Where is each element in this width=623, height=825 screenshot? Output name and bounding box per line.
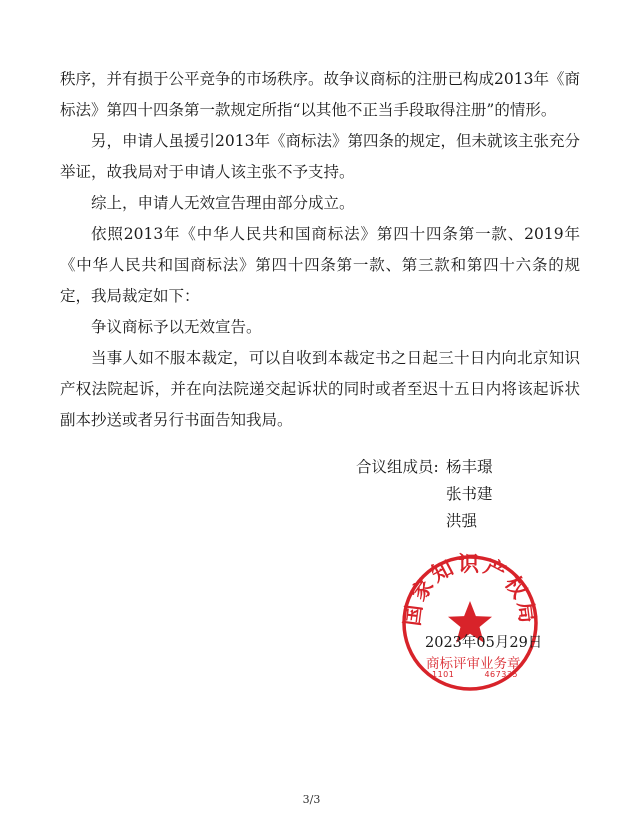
document-body xyxy=(60,64,580,436)
paragraph-5: 争议商标予以无效宣告。 xyxy=(91,318,262,336)
seal-number xyxy=(432,670,518,679)
paragraph-3: 综上，申请人无效宣告理由部分成立。 xyxy=(91,194,355,212)
paragraph-4: 依照2013年《中华人民共和国商标法》第四十四条第一款、2019年《中华人民共和国商标法》第四十四条第一款、第三款和第四十六条的规定，我局裁定如下： xyxy=(60,225,580,305)
seal-bottom-text: 商标评审业务章 xyxy=(426,656,521,672)
panel-label: 合议组成员: xyxy=(356,458,439,476)
page-number: 3/3 xyxy=(302,793,321,806)
panel-members-block xyxy=(356,454,493,535)
paragraph-2: 另，申请人虽援引2013年《商标法》第四条的规定，但未就该主张充分举证，故我局对于申请人该主张不予支持。 xyxy=(60,132,580,181)
decision-date: 2023年05月29日 xyxy=(425,635,543,651)
seal-number-left: 1101 xyxy=(432,670,455,679)
paragraph-6: 当事人如不服本裁定，可以自收到本裁定书之日起三十日内向北京知识产权法院起诉，并在向法院递交起诉状的同时或者至迟十五日内将该起诉状副本抄送或者另行书面告知我局。 xyxy=(60,349,580,429)
panel-member-2: 张书建 xyxy=(446,485,493,503)
panel-member-3: 洪强 xyxy=(446,512,478,530)
seal-number-right: 467335 xyxy=(484,670,518,679)
panel-member-1: 杨丰璟 xyxy=(446,458,493,476)
seal-arc-textpath: 国家知识产权局 xyxy=(400,552,540,628)
paragraph-1: 秩序，并有损于公平竞争的市场秩序。故争议商标的注册已构成2013年《商标法》第四十四条第一款规定所指“以其他不正当手段取得注册”的情形。 xyxy=(60,70,580,119)
